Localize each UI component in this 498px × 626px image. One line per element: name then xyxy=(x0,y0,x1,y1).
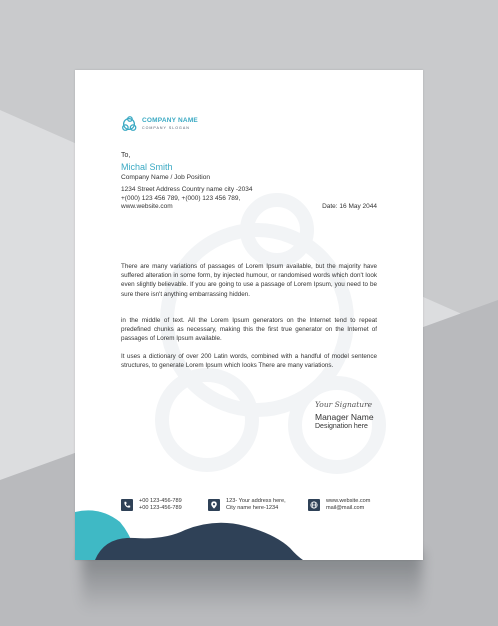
letterhead-page xyxy=(75,70,423,560)
footer-email: mail@mail.com xyxy=(326,505,365,511)
recipient-website: www.website.com xyxy=(121,203,173,210)
company-logo xyxy=(120,115,198,133)
logo-mark-icon xyxy=(120,115,138,133)
footer-waves xyxy=(75,500,423,560)
signature: Your Signature xyxy=(315,400,373,409)
salutation: To, xyxy=(121,152,131,159)
footer-phone-2: +00 123-456-789 xyxy=(139,505,182,511)
recipient-phones: +(000) 123 456 789, +(000) 123 456 789, xyxy=(121,195,241,202)
letter-date: Date: 16 May 2044 xyxy=(322,203,377,210)
manager-name: Manager Name xyxy=(315,412,374,422)
recipient-name: Michal Smith xyxy=(121,162,173,172)
designation: Designation here xyxy=(315,423,368,430)
company-slogan: COMPANY SLOGAN xyxy=(142,126,190,130)
footer-address-1: 123- Your address here, xyxy=(226,498,286,504)
footer-website: www.website.com xyxy=(326,498,371,504)
recipient-address: 1234 Street Address Country name city -2034 xyxy=(121,186,253,193)
recipient-position: Company Name / Job Position xyxy=(121,174,211,181)
body-paragraph-1: There are many variations of passages of Lorem Ipsum available, but the majority have suffered alteration in some form, by injected humour, or randomised words which don't look even slightly believable. If you are going to use a passage of Lorem Ipsum, you need to be sure there isn't anything embarrassing hidden. xyxy=(121,263,377,298)
footer-phone-1: +00 123-456-789 xyxy=(139,498,182,504)
paper-shadow xyxy=(82,552,422,612)
body-paragraph-2: in the middle of text. All the Lorem Ipsum generators on the Internet tend to repeat predefined chunks as necessary, making this the first true generator on the Internet of passages of Lorem Ipsum available. xyxy=(121,317,377,343)
footer-address-2: City name here-1234 xyxy=(226,505,279,511)
body-paragraph-3: It uses a dictionary of over 200 Latin words, combined with a handful of model sentence structures, to generate Lorem Ipsum which looks There are many variations. xyxy=(121,353,377,370)
company-name: COMPANY NAME xyxy=(142,117,198,124)
